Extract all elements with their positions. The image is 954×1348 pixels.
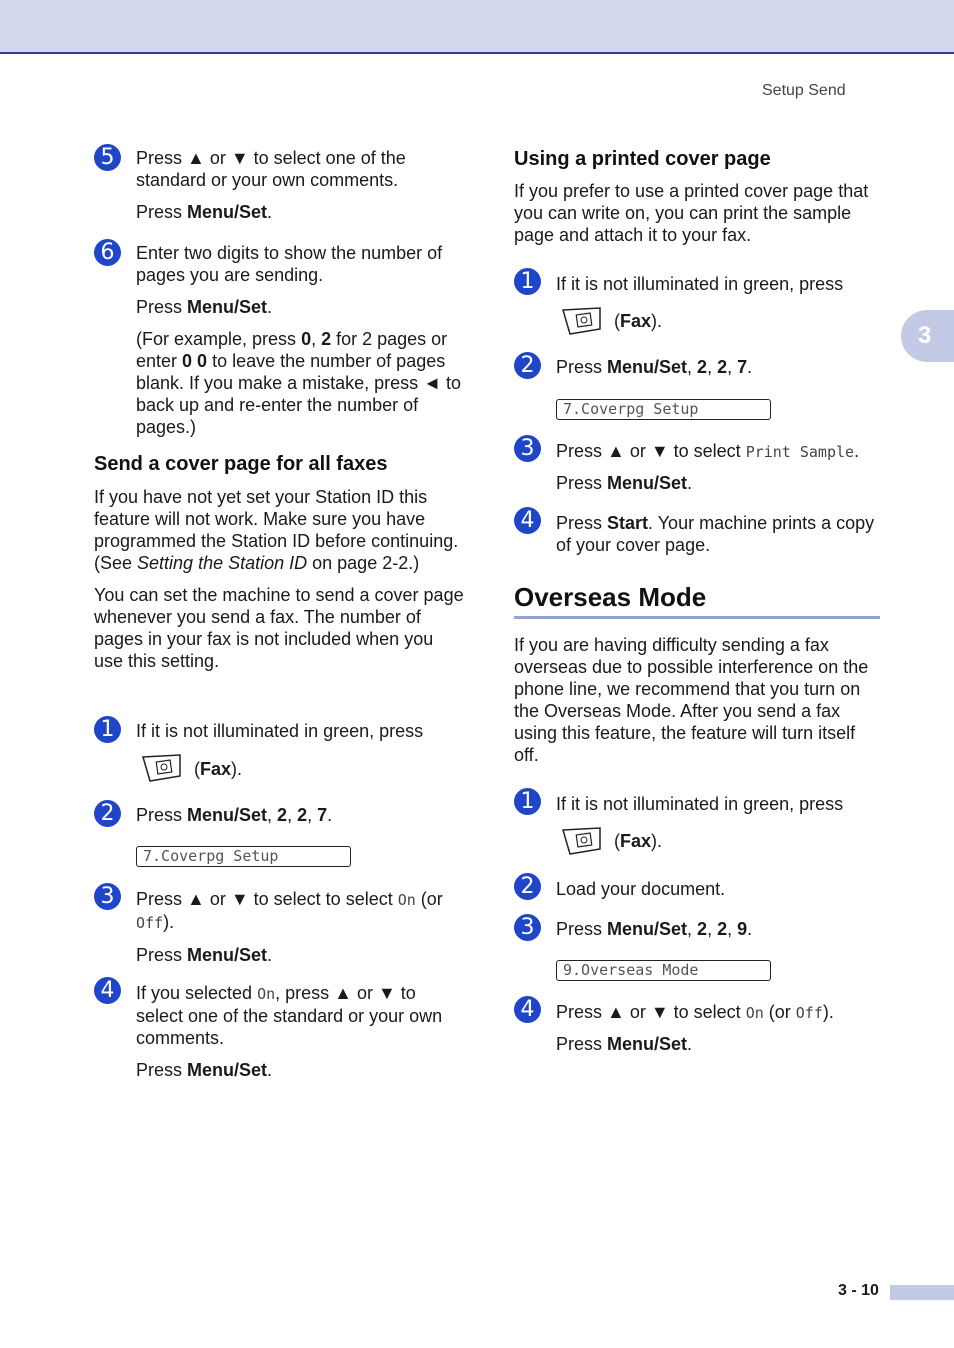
section-heading-overseas-mode: Overseas Mode <box>514 582 707 612</box>
step-number: 4 <box>94 977 121 1004</box>
step-number: 1 <box>514 268 541 295</box>
step-press-line: Press Menu/Set. <box>556 1034 693 1054</box>
step-text <box>136 982 466 1081</box>
step-instruction: If it is not illuminated in green, press <box>556 274 844 294</box>
fax-label: (Fax). <box>614 831 663 851</box>
fax-machine-icon <box>562 307 602 335</box>
section-heading-cover-page-all: Send a cover page for all faxes <box>94 453 388 475</box>
step-text <box>136 147 466 223</box>
step-instruction: Enter two digits to show the number of pages you are sending. <box>136 243 443 285</box>
chapter-tab <box>901 310 954 362</box>
step-text <box>136 242 466 438</box>
step-instruction: If it is not illuminated in green, press <box>556 794 844 814</box>
step-number: 3 <box>514 914 541 941</box>
section-header-title: Setup Send <box>762 82 846 99</box>
step-instruction: If you selected On, press ▲ or ▼ to select one of the standard or your own comments. <box>136 983 443 1048</box>
step-instruction: Press ▲ or ▼ to select Print Sample. <box>556 441 860 461</box>
step-press-line: Press Menu/Set. <box>136 1060 273 1080</box>
step-press-line: Press Menu/Set. <box>136 202 273 222</box>
step-number: 4 <box>514 507 541 534</box>
section-heading-printed-cover: Using a printed cover page <box>514 148 771 170</box>
lcd-display: 9.Overseas Mode <box>556 960 771 981</box>
step-number: 1 <box>94 716 121 743</box>
step-instruction: Press ▲ or ▼ to select On (or Off). <box>556 1002 834 1022</box>
section-body <box>514 634 884 766</box>
chapter-number: 3 <box>918 322 932 349</box>
step-instruction: Press Start. Your machine prints a copy of your cover page. <box>556 513 875 555</box>
paragraph: If you prefer to use a printed cover page that you can write on, you can print the sample page and attach it to your fax. <box>514 181 869 245</box>
step-press-line: Press Menu/Set. <box>556 473 693 493</box>
page-number: 3 - 10 <box>838 1282 879 1299</box>
step-text <box>556 1001 886 1055</box>
step-instruction: If it is not illuminated in green, press <box>136 721 424 741</box>
paragraph: If you have not yet set your Station ID this feature will not work. Make sure you have programmed the Station ID before continuing. (See Setting the Station ID on page 2-2.) <box>94 487 459 573</box>
fax-label: (Fax). <box>614 311 663 331</box>
fax-machine-icon <box>142 754 182 782</box>
fax-label: (Fax). <box>194 759 243 779</box>
step-example-note: (For example, press 0, 2 for 2 pages or enter 0 0 to leave the number of pages blank. If you make a mistake, press ◄ to back up and re-enter the number of pages.) <box>136 329 461 437</box>
paragraph: If you are having difficulty sending a fax overseas due to possible interference on the phone line, we recommend that you turn on the Overseas Mode. After you send a fax using this feature, the feature will turn itself off. <box>514 635 869 765</box>
paragraph: You can set the machine to send a cover page whenever you send a fax. The number of pages in your fax is not included when you use this setting. <box>94 585 464 671</box>
page-number-bar <box>890 1285 954 1300</box>
section-body <box>94 486 464 672</box>
step-text <box>556 440 896 494</box>
step-number: 2 <box>514 873 541 900</box>
heading-underline <box>514 616 880 619</box>
step-number: 6 <box>94 239 121 266</box>
step-press-line: Press Menu/Set. <box>136 945 273 965</box>
step-instruction: Press ▲ or ▼ to select to select On (or Off). <box>136 889 443 932</box>
step-number: 2 <box>514 352 541 379</box>
step-number: 2 <box>94 800 121 827</box>
step-instruction: Press ▲ or ▼ to select one of the standard or your own comments. <box>136 148 406 190</box>
step-number: 4 <box>514 996 541 1023</box>
step-text <box>136 888 466 966</box>
step-instruction: Press Menu/Set, 2, 2, 7. <box>556 357 753 377</box>
step-number: 1 <box>514 788 541 815</box>
step-instruction: Press Menu/Set, 2, 2, 9. <box>556 919 753 939</box>
step-number: 3 <box>514 435 541 462</box>
step-instruction: Press Menu/Set, 2, 2, 7. <box>136 805 333 825</box>
fax-machine-icon <box>562 827 602 855</box>
top-header-band <box>0 0 954 54</box>
step-number: 5 <box>94 144 121 171</box>
lcd-display: 7.Coverpg Setup <box>136 846 351 867</box>
step-press-line: Press Menu/Set. <box>136 297 273 317</box>
step-number: 3 <box>94 883 121 910</box>
lcd-display: 7.Coverpg Setup <box>556 399 771 420</box>
step-instruction: Load your document. <box>556 879 726 899</box>
section-body <box>514 180 884 246</box>
